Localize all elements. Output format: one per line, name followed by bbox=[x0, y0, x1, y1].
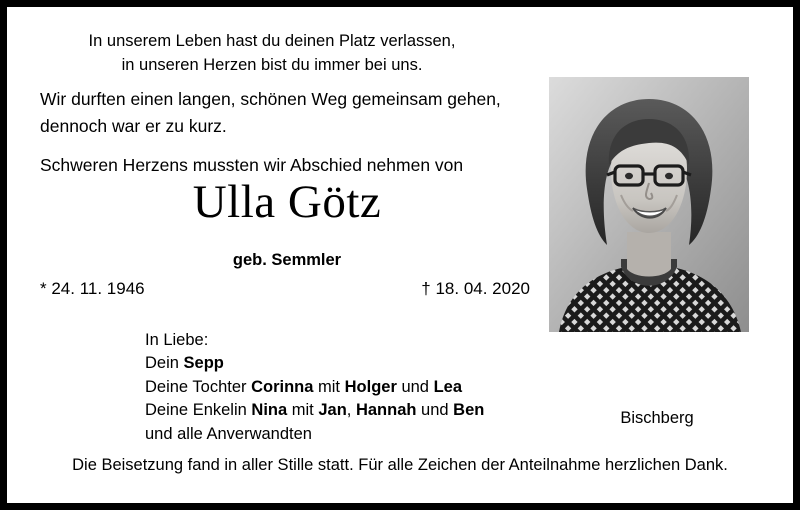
birth-date: * 24. 11. 1946 bbox=[40, 279, 145, 298]
family-enkelin-name: Nina bbox=[251, 401, 288, 420]
family-tochter-prefix: Deine Tochter bbox=[145, 377, 252, 396]
deceased-name: Ulla Götz bbox=[192, 176, 382, 228]
family-enkelin-mit: mit bbox=[287, 401, 319, 420]
portrait-photo-image bbox=[549, 77, 749, 332]
family-tochter-name: Corinna bbox=[251, 377, 314, 396]
intro-line-3: Schweren Herzens mussten wir Abschied nehmen von bbox=[40, 155, 464, 176]
family-line-sepp bbox=[145, 352, 484, 375]
footer-note: Die Beisetzung fand in aller Stille statt. Für alle Zeichen der Anteilnahme herzlichen Dank. bbox=[72, 456, 728, 474]
family-sepp-name: Sepp bbox=[183, 354, 224, 373]
opening-verse bbox=[7, 30, 537, 78]
intro-line-2: dennoch war er zu kurz. bbox=[40, 115, 227, 136]
family-tochter-und: und bbox=[396, 377, 434, 396]
family-enkelin-partner: Jan bbox=[318, 401, 347, 420]
family-sepp-prefix: Dein bbox=[145, 354, 184, 373]
verse-line-2: in unseren Herzen bist du immer bei uns. bbox=[121, 55, 423, 74]
portrait-photo bbox=[549, 77, 749, 332]
intro-line-1: Wir durften einen langen, schönen Weg gemeinsam gehen, bbox=[40, 89, 501, 109]
family-line-tochter bbox=[145, 376, 484, 399]
family-line-anverwandte: und alle Anverwandten bbox=[145, 424, 312, 443]
family-enkelin-name3: Ben bbox=[453, 401, 485, 420]
family-enkelin-name2: Hannah bbox=[355, 401, 417, 420]
life-dates bbox=[40, 279, 530, 299]
family-enkelin-prefix: Deine Enkelin bbox=[145, 401, 252, 420]
family-tochter-mit: mit bbox=[313, 377, 345, 396]
family-intro: In Liebe: bbox=[145, 331, 209, 349]
family-enkelin-sep: , bbox=[346, 401, 356, 420]
deceased-maiden-name: geb. Semmler bbox=[232, 251, 342, 269]
family-tochter-partner: Holger bbox=[344, 377, 397, 396]
family-line-enkelin bbox=[145, 399, 484, 422]
family-tochter-kind: Lea bbox=[433, 377, 463, 396]
family-list bbox=[145, 329, 484, 446]
verse-line-1: In unserem Leben hast du deinen Platz verlassen, bbox=[88, 32, 456, 50]
obituary-content bbox=[7, 7, 793, 503]
intro-text bbox=[40, 86, 540, 179]
place-name: Bischberg bbox=[620, 409, 694, 427]
death-date: † 18. 04. 2020 bbox=[421, 279, 530, 298]
family-enkelin-und: und bbox=[416, 401, 454, 420]
